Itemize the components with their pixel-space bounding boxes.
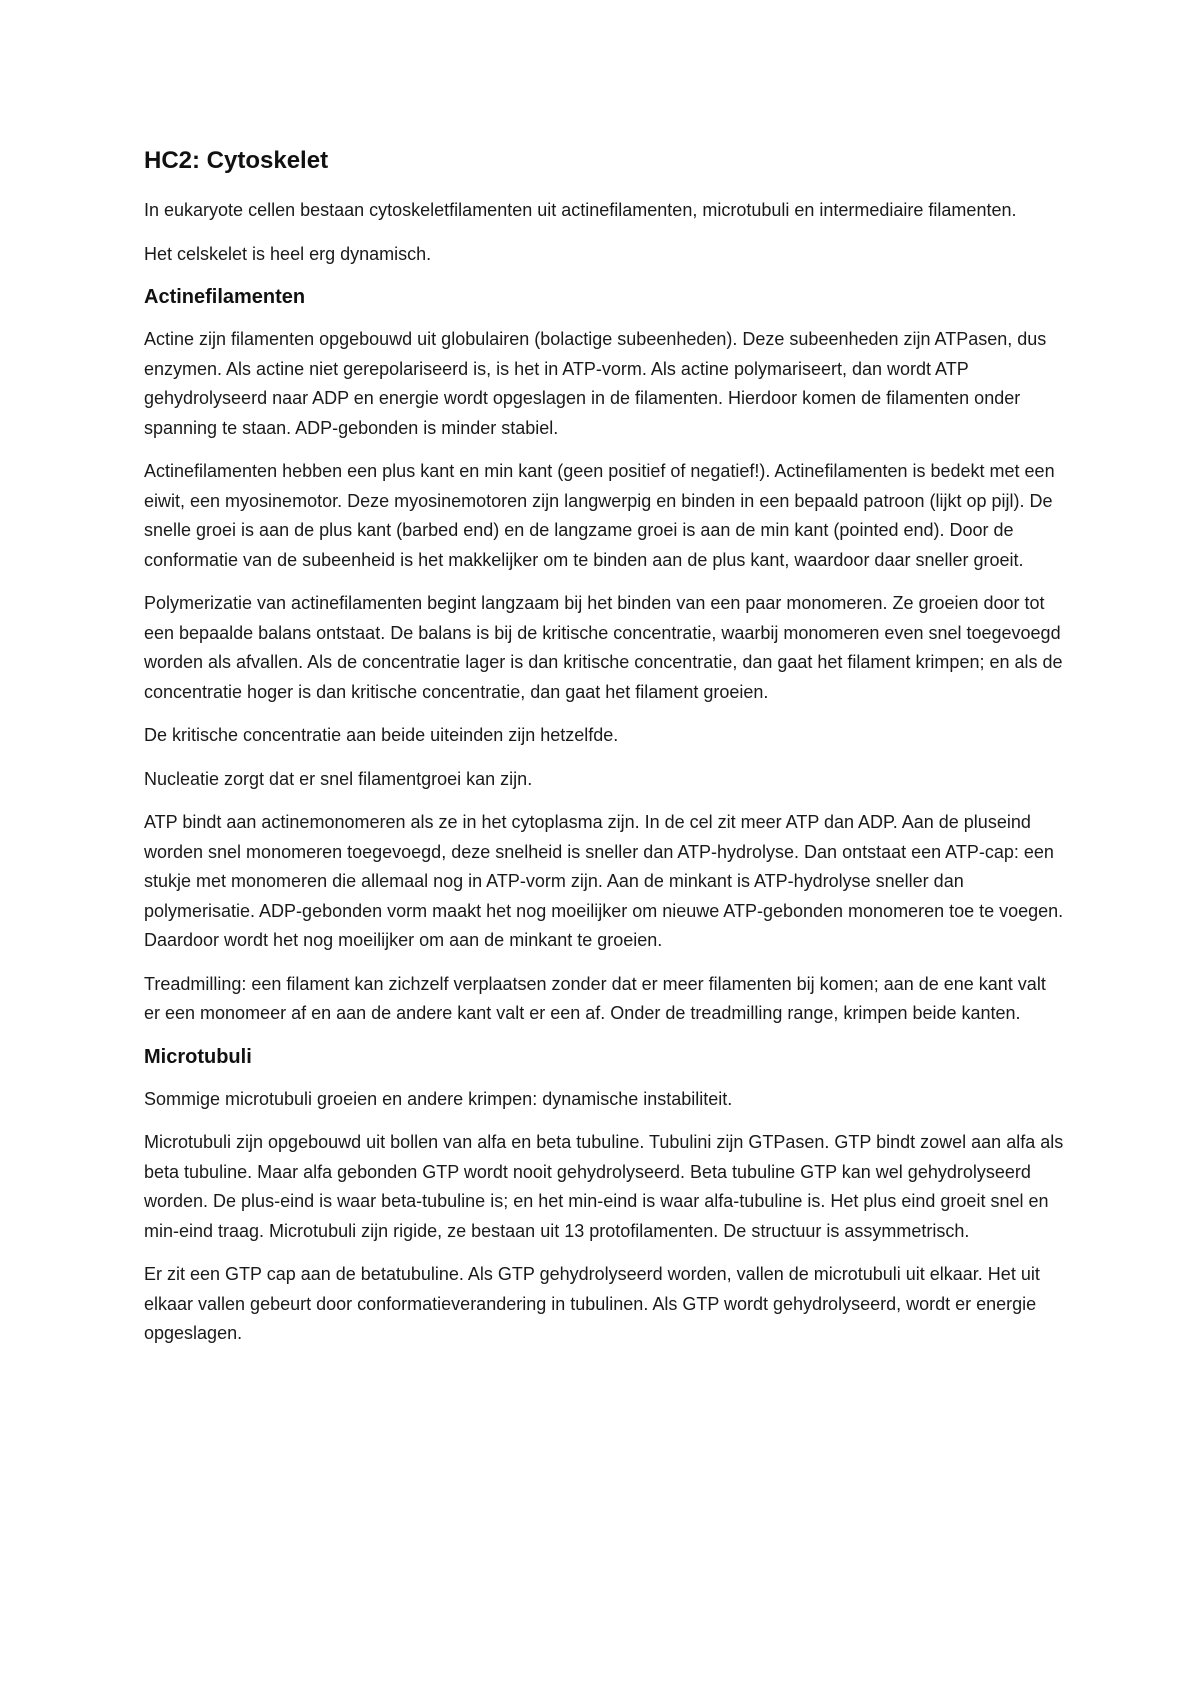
- actine-paragraph-1: Actine zijn filamenten opgebouwd uit globulairen (bolactige subeenheden). Deze subeenheden zijn ATPasen, dus enzymen. Als actine niet gerepolariseerd is, is het in ATP-vorm. Als actine polymariseert, dan wordt ATP gehydrolyseerd naar ADP en energie wordt opgeslagen in de filamenten. Hierdoor komen de filamenten onder spanning te staan. ADP-gebonden is minder stabiel.: [144, 329, 1047, 438]
- document-title: HC2: Cytoskelet: [144, 147, 329, 174]
- actine-paragraph-3: Polymerizatie van actinefilamenten begint langzaam bij het binden van een paar monomeren. Ze groeien door tot een bepaalde balans ontstaat. De balans is bij de kritische concentratie, waarbij monomeren even snel toegevoegd worden als afvallen. Als de concentratie lager is dan kritische concentratie, dan gaat het filament krimpen; en als de concentratie hoger is dan kritische concentratie, dan gaat het filament groeien.: [144, 593, 1063, 702]
- actine-paragraph-7: Treadmilling: een filament kan zichzelf verplaatsen zonder dat er meer filamenten bij komen; aan de ene kant valt er een monomeer af en aan de andere kant valt er een af. Onder de treadmilling range, krimpen beide kanten.: [144, 973, 1046, 1023]
- microtubuli-paragraph-3: Er zit een GTP cap aan de betatubuline. Als GTP gehydrolyseerd worden, vallen de microtubuli uit elkaar. Het uit elkaar vallen gebeurt door conformatieverandering in tubulinen. Als GTP wordt gehydrolyseerd, wordt er energie opgeslagen.: [144, 1264, 1040, 1343]
- document-body: [144, 146, 1064, 1363]
- section-heading-microtubuli: Microtubuli: [144, 1045, 252, 1068]
- microtubuli-paragraph-2: Microtubuli zijn opgebouwd uit bollen van alfa en beta tubuline. Tubulini zijn GTPasen. GTP bindt zowel aan alfa als beta tubuline. Maar alfa gebonden GTP wordt nooit gehydrolyseerd. Beta tubuline GTP kan wel gehydrolyseerd worden. De plus-eind is waar beta-tubuline is; en het min-eind is waar alfa-tubuline is. Het plus eind groeit snel en min-eind traag. Microtubuli zijn rigide, ze bestaan uit 13 protofilamenten. De structuur is assymmetrisch.: [144, 1132, 1064, 1241]
- intro-paragraph-1: In eukaryote cellen bestaan cytoskeletfilamenten uit actinefilamenten, microtubuli en intermediaire filamenten.: [144, 200, 1017, 220]
- actine-paragraph-5: Nucleatie zorgt dat er snel filamentgroei kan zijn.: [144, 768, 533, 789]
- intro-paragraph-2: Het celskelet is heel erg dynamisch.: [144, 243, 432, 264]
- actine-paragraph-4: De kritische concentratie aan beide uiteinden zijn hetzelfde.: [144, 725, 619, 745]
- section-heading-actinefilamenten: Actinefilamenten: [144, 286, 306, 308]
- microtubuli-paragraph-1: Sommige microtubuli groeien en andere krimpen: dynamische instabiliteit.: [144, 1088, 733, 1109]
- actine-paragraph-2: Actinefilamenten hebben een plus kant en min kant (geen positief of negatief!). Actinefilamenten is bedekt met een eiwit, een myosinemotor. Deze myosinemotoren zijn langwerpig en binden in een bepaald patroon (lijkt op pijl). De snelle groei is aan de plus kant (barbed end) en de langzame groei is aan de min kant (pointed end). Door de conformatie van de subeenheid is het makkelijker om te binden aan de plus kant, waardoor daar sneller groeit.: [144, 461, 1055, 570]
- actine-paragraph-6: ATP bindt aan actinemonomeren als ze in het cytoplasma zijn. In de cel zit meer ATP dan ADP. Aan de pluseind worden snel monomeren toegevoegd, deze snelheid is sneller dan ATP-hydrolyse. Dan ontstaat een ATP-cap: een stukje met monomeren die allemaal nog in ATP-vorm zijn. Aan de minkant is ATP-hydrolyse sneller dan polymerisatie. ADP-gebonden vorm maakt het nog moeilijker om nieuwe ATP-gebonden monomeren toe te voegen. Daardoor wordt het nog moeilijker om aan de minkant te groeien.: [144, 812, 1064, 950]
